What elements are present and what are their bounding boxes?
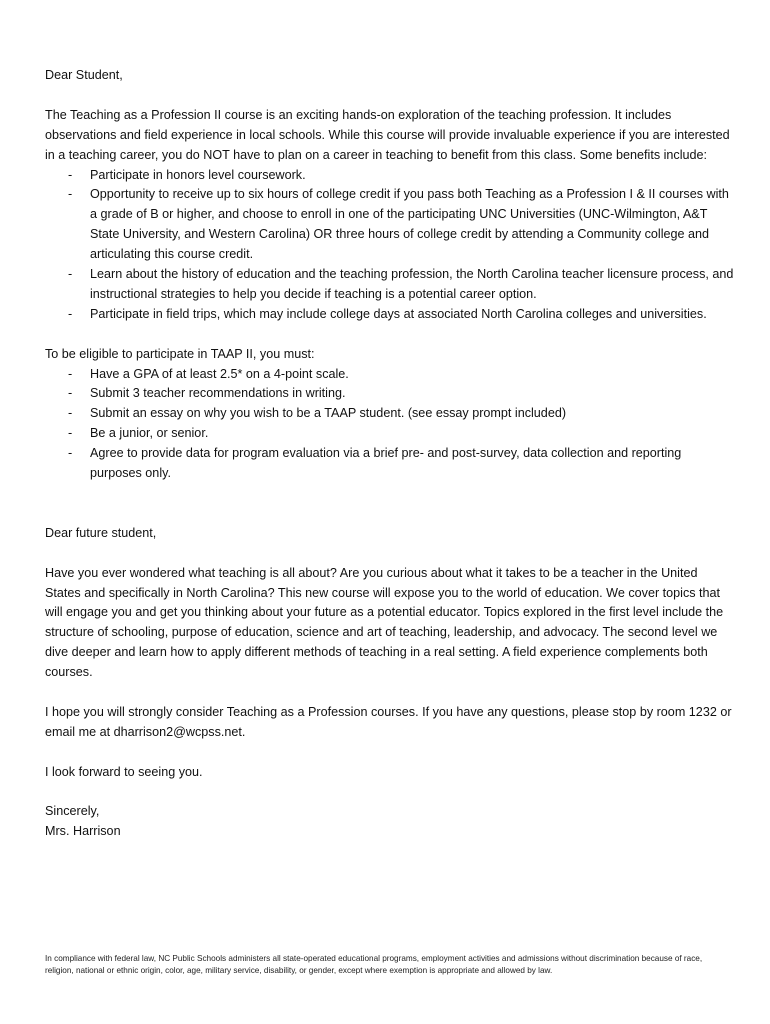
salutation: Dear Student,: [45, 68, 123, 82]
eligibility-intro: To be eligible to participate in TAAP II, you must:: [45, 346, 315, 361]
requirements-list: [45, 365, 735, 484]
second-salutation: Dear future student,: [45, 525, 157, 540]
list-item: - Have a GPA of at least 2.5* on a 4-point scale.: [45, 365, 735, 385]
list-item: - Participate in honors level coursework.: [45, 166, 735, 186]
list-item: - Submit 3 teacher recommendations in writing.: [45, 384, 735, 404]
list-item: - Learn about the history of education and the teaching profession, the North Carolina teacher licensure process, and instructional strategies to help you decide if teaching is a potential career option.: [45, 265, 735, 305]
list-item: - Opportunity to receive up to six hours of college credit if you pass both Teaching as a Profession I & II courses with a grade of B or higher, and choose to enroll in one of the participating UNC Universities (UNC-Wilmington, A&T State University, and Western Carolina) OR three hours of college credit by attending a Community college and articulating this course credit.: [45, 185, 735, 265]
benefits-list: [45, 166, 735, 325]
invitation-paragraph: I hope you will strongly consider Teaching as a Profession courses. If you have any questions, please stop by room 1232 or email me at dharrison2@wcpss.net.: [45, 704, 732, 739]
intro-paragraph: The Teaching as a Profession II course is an exciting hands-on exploration of the teaching profession. It includes observations and field experience in local schools. While this course will provide invaluable experience if you are interested in a teaching career, you do NOT have to plan on a career in teaching to benefit from this class. Some benefits include:: [45, 107, 730, 162]
list-item: - Agree to provide data for program evaluation via a brief pre- and post-survey, data collection and reporting purposes only.: [45, 444, 735, 484]
compliance-footer: In compliance with federal law, NC Public Schools administers all state-operated educational programs, employment activities and admissions without discrimination because of race, religion, national or ethnic origin, color, age, military service, disability, or gender, except where exemption is appropriate and allowed by law.: [45, 954, 703, 975]
closing-line: I look forward to seeing you.: [45, 764, 203, 779]
list-item: - Participate in field trips, which may include college days at associated North Carolina colleges and universities.: [45, 305, 735, 325]
course-description: Have you ever wondered what teaching is all about? Are you curious about what it takes to be a teacher in the United States and specifically in North Carolina? This new course will expose you to the world of education. We cover topics that will engage you and get you thinking about your future as a potential educator. Topics explored in the first level include the structure of schooling, purpose of education, science and art of teaching, leadership, and advocacy. The second level we dive deeper and learn how to apply different methods of teaching in a real setting. A field experience complements both courses.: [45, 565, 724, 680]
letter-page: [45, 66, 735, 842]
signoff: Sincerely,: [45, 804, 100, 819]
signature: Mrs. Harrison: [45, 824, 121, 839]
list-item: - Be a junior, or senior.: [45, 424, 735, 444]
list-item: - Submit an essay on why you wish to be a TAAP student. (see essay prompt included): [45, 404, 735, 424]
